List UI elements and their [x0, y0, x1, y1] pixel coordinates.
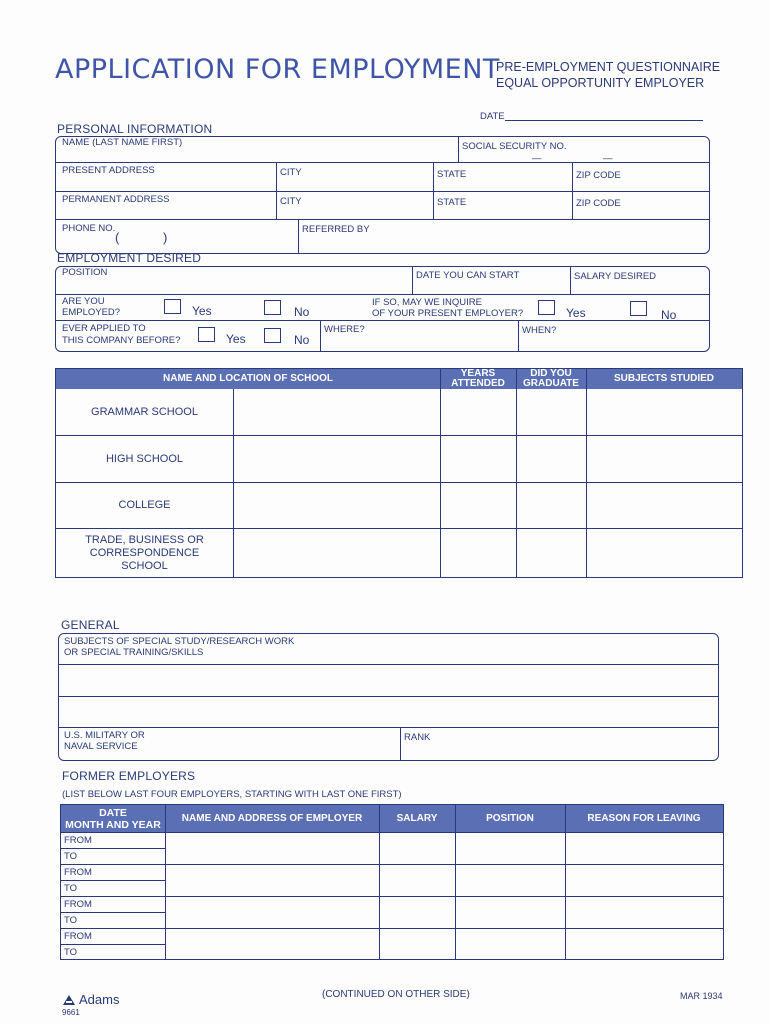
brand-name: Adams — [79, 992, 120, 1007]
present-zip-label: ZIP CODE — [576, 170, 621, 181]
education-row-high: HIGH SCHOOL — [105, 452, 183, 465]
date-label: DATE — [480, 111, 505, 122]
ssn-label: SOCIAL SECURITY NO. — [462, 141, 567, 152]
inquire-yes-checkbox[interactable] — [538, 300, 555, 315]
applied-yes-label: Yes — [226, 332, 246, 346]
col-years-line2: ATTENDED — [451, 378, 505, 389]
applied-no-checkbox[interactable] — [264, 328, 281, 343]
col-salary-header: SALARY — [379, 805, 455, 832]
special-study-label-2: OR SPECIAL TRAINING/SKILLS — [64, 647, 204, 658]
col-reason-header: REASON FOR LEAVING — [565, 805, 723, 832]
col-date-line1: DATE — [99, 806, 127, 819]
col-years-line1: YEARS — [460, 368, 496, 379]
permanent-address-label: PERMANENT ADDRESS — [62, 194, 170, 205]
form-code: 9661 — [62, 1008, 80, 1017]
general-heading: GENERAL — [61, 618, 120, 632]
col-graduate-line1: DID YOU — [530, 368, 572, 379]
former-employers-heading: FORMER EMPLOYERS — [62, 769, 196, 783]
military-label-2: NAVAL SERVICE — [64, 741, 138, 752]
inquire-label-2: OF YOUR PRESENT EMPLOYER? — [372, 308, 524, 319]
adams-logo-icon — [62, 993, 76, 1005]
row1-to: TO — [64, 851, 78, 862]
present-address-label: PRESENT ADDRESS — [62, 165, 155, 176]
present-state-label: STATE — [437, 169, 467, 180]
row4-to: TO — [64, 947, 78, 958]
trade-line1: TRADE, BUSINESS OR — [85, 533, 204, 546]
military-label-1: U.S. MILITARY OR — [64, 730, 145, 741]
special-study-label-1: SUBJECTS OF SPECIAL STUDY/RESEARCH WORK — [64, 636, 295, 647]
row3-to: TO — [64, 915, 78, 926]
permanent-state-label: STATE — [437, 197, 467, 208]
rank-label: RANK — [404, 732, 431, 743]
are-you-employed-label-1: ARE YOU — [62, 296, 105, 307]
inquire-no-checkbox[interactable] — [630, 301, 647, 316]
phone-paren-close: ) — [163, 230, 168, 245]
are-you-employed-label-2: EMPLOYED? — [62, 307, 121, 318]
where-label: WHERE? — [324, 324, 365, 335]
employed-yes-label: Yes — [192, 304, 212, 318]
when-label: WHEN? — [522, 325, 557, 336]
revision-date: MAR 1934 — [680, 991, 723, 1001]
employed-yes-checkbox[interactable] — [164, 299, 181, 314]
applied-no-label: No — [294, 333, 310, 347]
trade-line3: SCHOOL — [121, 559, 168, 572]
education-row-trade — [56, 529, 233, 577]
personal-heading: PERSONAL INFORMATION — [57, 122, 213, 136]
col-graduate-header — [516, 369, 586, 389]
subtitle-questionnaire: PRE-EMPLOYMENT QUESTIONNAIRE — [496, 60, 721, 74]
col-subjects-header: SUBJECTS STUDIED — [586, 369, 742, 389]
col-date-line2: MONTH AND YEAR — [65, 818, 161, 831]
ssn-dash-1: — — [532, 153, 542, 164]
phone-label: PHONE NO. — [62, 223, 116, 234]
inquire-yes-label: Yes — [566, 306, 586, 320]
applied-before-label-2: THIS COMPANY BEFORE? — [62, 335, 181, 346]
col-years-header — [440, 369, 516, 389]
phone-paren-open: ( — [115, 230, 120, 245]
education-row-college: COLLEGE — [118, 499, 171, 511]
ssn-dash-2: — — [603, 153, 613, 164]
start-date-label: DATE YOU CAN START — [416, 270, 520, 281]
employed-no-label: No — [294, 305, 310, 319]
trade-line2: CORRESPONDENCE — [89, 546, 200, 559]
row3-from: FROM — [64, 899, 92, 910]
form-title: APPLICATION FOR EMPLOYMENT — [55, 54, 500, 85]
inquire-no-label: No — [661, 308, 677, 322]
date-field[interactable] — [505, 120, 703, 121]
inquire-label-1: IF SO, MAY WE INQUIRE — [372, 297, 482, 308]
education-row-grammar: GRAMMAR SCHOOL — [91, 405, 198, 418]
subtitle-eoe: EQUAL OPPORTUNITY EMPLOYER — [496, 76, 705, 90]
col-position-header: POSITION — [455, 805, 565, 832]
col-date-header — [61, 805, 165, 832]
referred-label: REFERRED BY — [302, 224, 370, 235]
col-employer-header: NAME AND ADDRESS OF EMPLOYER — [165, 805, 379, 832]
row1-from: FROM — [64, 835, 92, 846]
position-label: POSITION — [62, 267, 108, 278]
salary-desired-label: SALARY DESIRED — [574, 271, 657, 282]
employed-no-checkbox[interactable] — [264, 300, 281, 315]
col-graduate-line2: GRADUATE — [523, 378, 579, 389]
continued-note: (CONTINUED ON OTHER SIDE) — [322, 989, 470, 1000]
permanent-city-label: CITY — [280, 196, 302, 207]
name-label: NAME (LAST NAME FIRST) — [62, 137, 183, 148]
col-school-header: NAME AND LOCATION OF SCHOOL — [56, 369, 440, 389]
applied-yes-checkbox[interactable] — [198, 327, 215, 342]
row2-from: FROM — [64, 867, 92, 878]
present-city-label: CITY — [280, 167, 302, 178]
row4-from: FROM — [64, 931, 92, 942]
employment-heading: EMPLOYMENT DESIRED — [57, 251, 202, 265]
applied-before-label-1: EVER APPLIED TO — [62, 323, 146, 334]
row2-to: TO — [64, 883, 78, 894]
former-employers-note: (LIST BELOW LAST FOUR EMPLOYERS, STARTING WITH LAST ONE FIRST) — [62, 789, 402, 800]
permanent-zip-label: ZIP CODE — [576, 198, 621, 209]
